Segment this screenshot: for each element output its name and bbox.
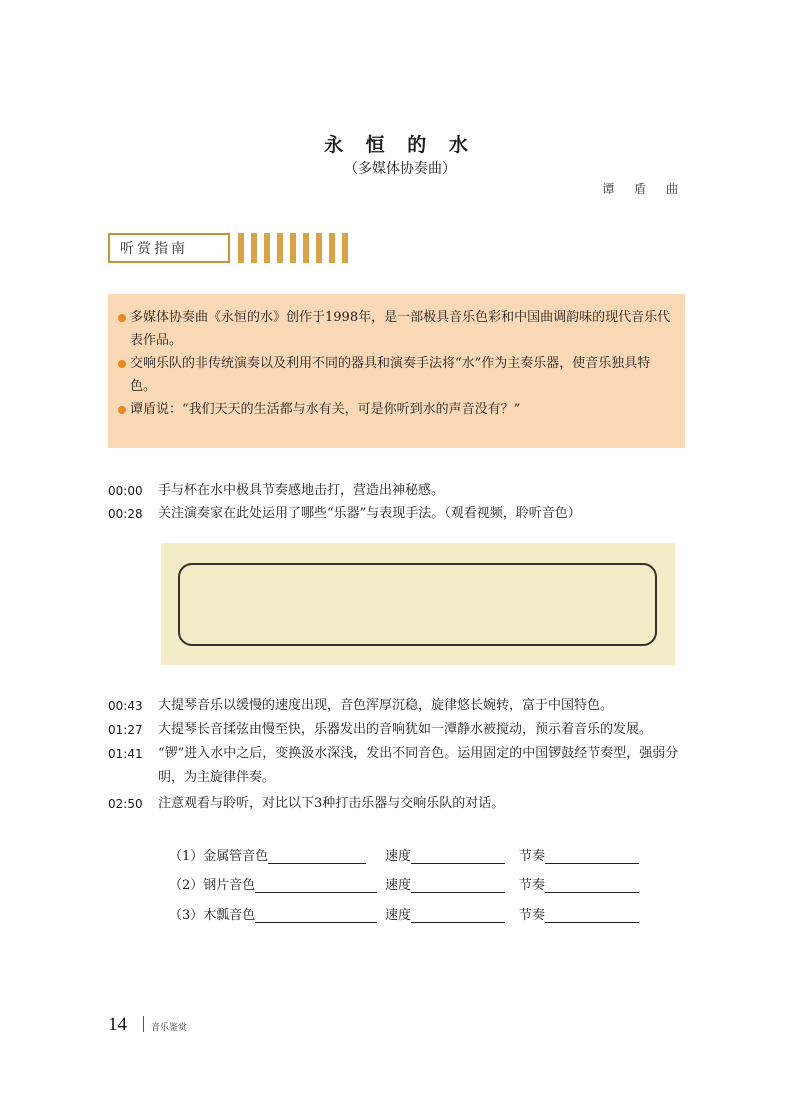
- page-title: 永 恒 的 水: [324, 134, 476, 156]
- answer-blank[interactable]: [545, 848, 639, 864]
- rhythm-label: 节奏: [519, 849, 546, 864]
- guide-bullet: 交响乐队的非传统演奏以及利用不同的器具和演奏手法将“水”作为主奏乐器，使音乐独具特色。: [118, 352, 675, 398]
- timeline-text: 大提琴音乐以缓慢的速度出现，音色浑厚沉稳，旋律悠长婉转，富于中国特色。: [158, 698, 614, 713]
- timestamp: 00:28: [108, 507, 143, 521]
- question-row: [169, 874, 649, 896]
- timeline-entry: [108, 694, 688, 718]
- guide-bullet: 谭盾说：“我们天天的生活都与水有关，可是你听到水的声音没有？”: [118, 398, 675, 421]
- answer-blank[interactable]: [411, 848, 505, 864]
- page-number: 14: [108, 1014, 127, 1035]
- timeline-entry: [108, 479, 688, 503]
- timestamp: 01:27: [108, 723, 143, 737]
- answer-blank[interactable]: [255, 907, 377, 923]
- answer-area: [161, 543, 675, 665]
- timeline-text: 注意观看与聆听，对比以下3种打击乐器与交响乐队的对话。: [158, 796, 505, 811]
- footer-divider: [143, 1016, 144, 1032]
- timeline-entry: [108, 718, 688, 742]
- timeline-entry: [108, 502, 688, 526]
- question-row: [169, 845, 649, 867]
- timestamp: 00:00: [108, 484, 143, 498]
- answer-blank[interactable]: [255, 877, 377, 893]
- book-title: 音乐鉴赏: [151, 1023, 188, 1033]
- answer-blank[interactable]: [545, 907, 639, 923]
- answer-blank[interactable]: [411, 877, 505, 893]
- timeline-text: 手与杯在水中极具节奏感地击打，营造出神秘感。: [158, 483, 445, 498]
- speed-label: 速度: [385, 878, 412, 893]
- guide-label: 听赏指南: [108, 233, 230, 263]
- answer-box[interactable]: [178, 563, 657, 646]
- question-label: （2）钢片音色: [169, 878, 256, 893]
- decorative-stripes: [238, 233, 355, 263]
- rhythm-label: 节奏: [519, 908, 546, 923]
- question-row: [169, 904, 649, 926]
- question-label: （3）木瓢音色: [169, 908, 256, 923]
- timestamp: 00:43: [108, 699, 143, 713]
- question-label: （1）金属管音色: [169, 849, 269, 864]
- timeline-text: “锣”进入水中之后，变换汲水深浅，发出不同音色。运用固定的中国锣鼓经节奏型，强弱分明，为主旋律伴奏。: [158, 746, 679, 785]
- rhythm-label: 节奏: [519, 878, 546, 893]
- timeline-entry: [108, 742, 688, 790]
- speed-label: 速度: [385, 908, 412, 923]
- timestamp: 02:50: [108, 797, 143, 811]
- timestamp: 01:41: [108, 747, 143, 761]
- timeline-entry: [108, 792, 688, 816]
- page-subtitle: （多媒体协奏曲）: [344, 161, 456, 177]
- timeline-text: 大提琴长音揉弦由慢至快，乐器发出的音响犹如一潭静水被搅动，预示着音乐的发展。: [158, 722, 653, 737]
- answer-blank[interactable]: [411, 907, 505, 923]
- guide-header: [108, 233, 355, 263]
- speed-label: 速度: [385, 849, 412, 864]
- answer-blank[interactable]: [545, 877, 639, 893]
- timeline-text: 关注演奏家在此处运用了哪些“乐器”与表现手法。（观看视频，聆听音色）: [158, 506, 581, 521]
- guide-bullet: 多媒体协奏曲《永恒的水》创作于1998年，是一部极具音乐色彩和中国曲调韵味的现代音乐代表作品。: [118, 306, 675, 352]
- guide-box: [108, 294, 685, 448]
- answer-blank[interactable]: [268, 848, 366, 864]
- composer-credit: 谭 盾 曲: [602, 182, 686, 196]
